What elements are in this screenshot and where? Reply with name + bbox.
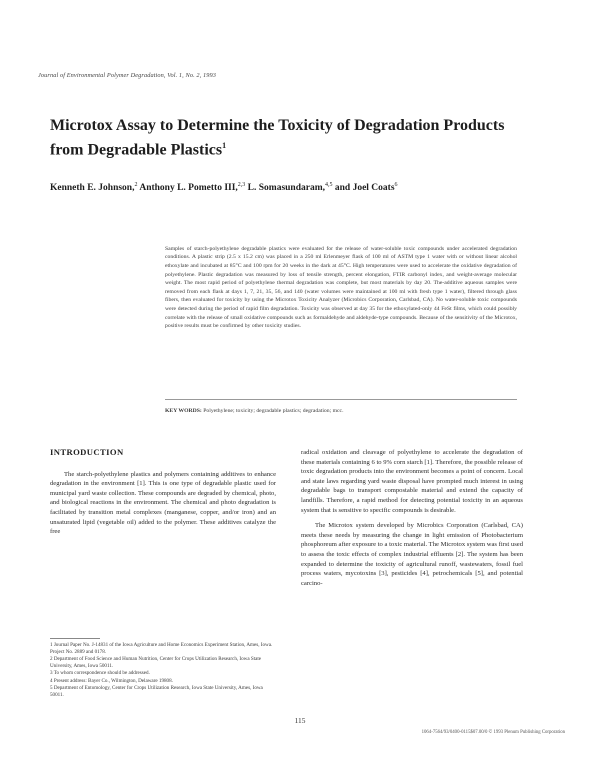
footnote: 3 To whom correspondence should be addressed. [50,670,150,677]
author-name: Kenneth E. Johnson, [50,183,135,194]
keywords-label: KEY WORDS: [165,408,202,414]
journal-header: Journal of Environmental Polymer Degradation, Vol. 1, No. 2, 1993 [38,72,217,79]
abstract: Samples of starch-polyethylene degradable plastics were evaluated for the release of water-soluble toxic compounds under accelerated degradation conditions. A plastic strip (2.5 x 15.2 cm) was placed in a 250 ml Erlenmeyer flask of 100 ml of ASTM type 1 water with or without linear alcohol ethoxylate and incubated at 85°C and 100 rpm for 20 weeks in the dark at 45°C. High temperatures were used to accelerate the oxidative degradation of polyethylene. Plastic degradation was measured by loss of tensile strength, percent elongation, FTIR carbonyl index, and weight-average molecular weight. The most rapid period of polyethylene thermal degradation was complete, but most materials by day 20. The-additive aqueous samples were removed from each flask at days 1, 7, 21, 35, 56, and 140 (water volumes were maintained at 100 ml with fresh type 1 water), filtered through glass fibers, then evaluated for toxicity by using the Microtox Toxicity Analyzer (Microbics Corporation, Carlsbad, CA). No water-soluble toxic compounds were detected during the period of rapid film degradation. Toxicity was observed at day 35 for the ethoxylated-only 44 FeSt films, which could possibly correlate with the release of small oxidative compounds such as formaldehyde and aldehyde-type compounds. Because of the sensitivity of the Microtox, positive results must be confirmed by other toxicity studies. [165,245,517,330]
body-paragraph: The Microtox system developed by Microbics Corporation (Carlsbad, CA) meets these needs by measuring the change in light emission of Photobacterium phosphoreum after exposure to a toxic material. The Microtox system was first used to assess the toxic effects of complex industrial effluents [2]. The system has been expanded to determine the toxicity of agricultural runoff, wastewaters, fossil fuel process waters, mycotoxins [3], pesticides [4], petrochemicals [5], and potential carcino- [301,522,523,587]
footnote: 1 Journal Paper No. J-14831 of the Iowa Agriculture and Home Economics Experiment Station, Ames, Iowa. Project No. 2889 and 0178. [50,642,273,655]
footnote: 5 Department of Entomology, Center for Crops Utilization Research, Iowa State University, Ames, Iowa 50011. [50,685,263,698]
author-affiliation-mark: 2 [134,182,138,188]
author-list [50,182,550,193]
author-affiliation-mark: 6 [394,182,398,188]
article-title-text: Microtox Assay to Determine the Toxicity of Degradation Products from Degradable Plastics [50,117,505,159]
keywords [165,408,517,414]
article-title [50,116,520,160]
body-paragraph: The starch-polyethylene plastics and polymers containing additives to enhance degradation in the environment [1]. This is one type of degradable plastic used for municipal yard waste collection. These compounds are degraded by chemical, photo, and biological reactions in the environment. The chemical and photo degradation is facilitated by transition metal complexes (manganese, copper, and/or iron) and an unsaturated lipid (vegetable oil) added to the polymer. These additives catalyze the free [50,470,276,536]
author-name: Anthony L. Pometto III, [139,183,238,194]
introduction-heading: INTRODUCTION [50,447,124,457]
author-affiliation-mark: 4,5 [325,182,333,188]
footnote: 4 Present address: Bayer Co., Wilmington, Delaware 19808. [50,677,173,684]
author-name: and Joel Coats [334,183,395,194]
left-column [50,448,276,537]
footnotes [50,638,276,699]
author-affiliation-mark: 2,3 [237,182,246,188]
author-name: L. Somasundaram, [247,183,325,194]
right-column [301,448,523,588]
body-paragraph: radical oxidation and cleavage of polyethylene to accelerate the degradation of these materials containing 6 to 9% corn starch [1]. Therefore, the possible release of toxic degradation products into the environment becomes a point of concern. Local and state laws regarding yard waste disposal have prompted much interest in using degradable bags to transport compostable material and extend the capacity of landfills. Therefore, a rapid method for detecting potential toxicity in an aqueous system that is sensitive to specific compounds is desirable. [301,449,523,514]
copyright-line: 1064-7564/93/0400-0115$07.00/0 © 1993 Plenum Publishing Corporation [421,730,565,735]
footnote-divider [50,638,100,639]
keywords-text: Polyethylene; toxicity; degradable plastics; degradation; mcc. [203,408,344,414]
abstract-divider [165,399,517,400]
title-footnote-mark: 1 [222,141,227,150]
page-number: 115 [294,716,306,725]
footnote: 2 Department of Food Science and Human Nutrition, Center for Crops Utilization Research, Iowa State University, Ames, Iowa 50011. [50,656,262,670]
